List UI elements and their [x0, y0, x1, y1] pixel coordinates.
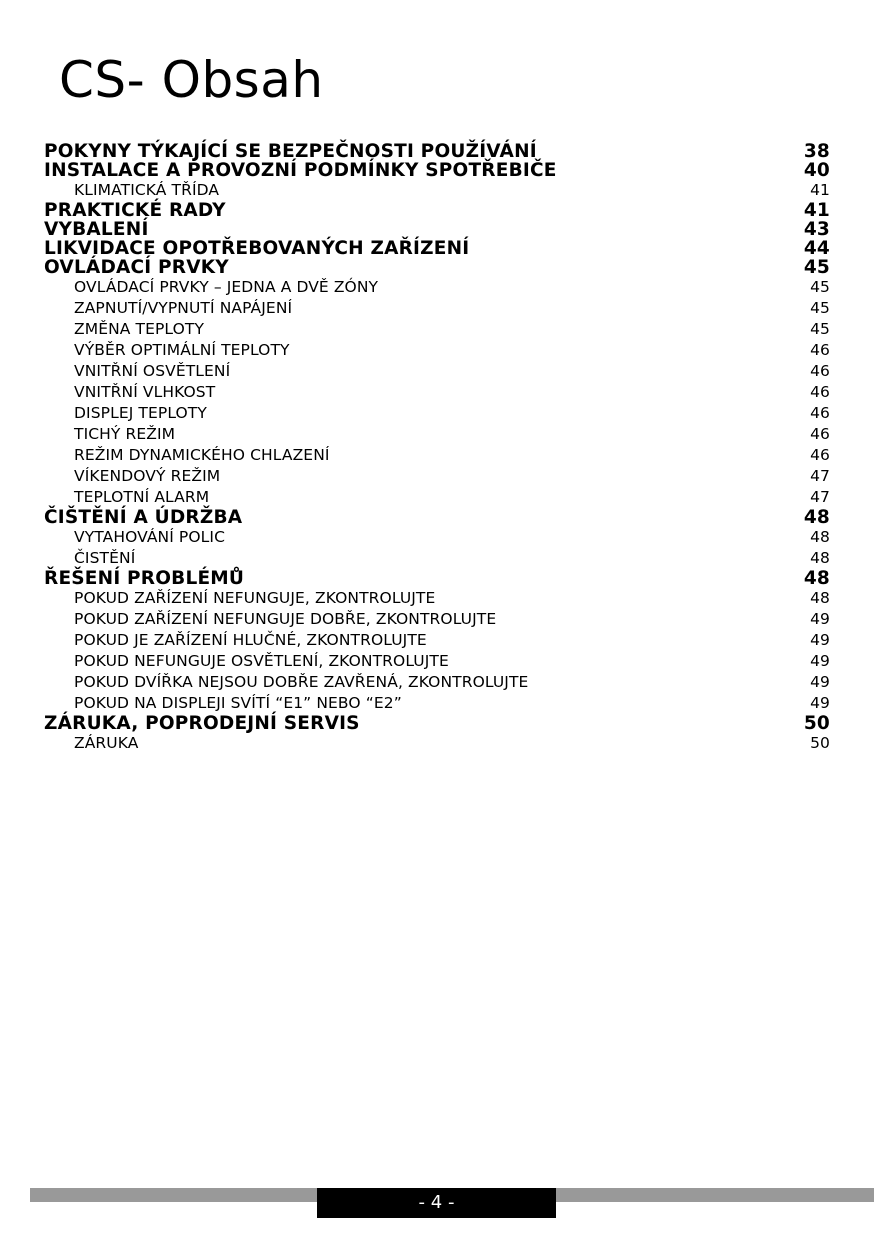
toc-subsection[interactable]	[44, 361, 830, 382]
toc-entry-label: LIKVIDACE OPOTŘEBOVANÝCH ZAŘÍZENÍ	[44, 238, 470, 259]
toc-entry-page: 46	[810, 425, 830, 443]
toc-entry-label: VNITŘNÍ OSVĚTLENÍ	[74, 362, 231, 380]
toc-entry-page: 49	[810, 631, 830, 649]
toc-entry-page: 47	[810, 488, 830, 506]
toc-subsection[interactable]	[44, 487, 830, 508]
toc-entry-label: REŽIM DYNAMICKÉHO CHLAZENÍ	[74, 446, 330, 464]
toc-subsection[interactable]	[44, 403, 830, 424]
toc-entry-page: 41	[803, 200, 830, 221]
toc-entry-page: 46	[810, 341, 830, 359]
toc-entry-page: 49	[810, 652, 830, 670]
toc-entry-label: POKYNY TÝKAJÍCÍ SE BEZPEČNOSTI POUŽÍVÁNÍ	[44, 141, 537, 162]
toc-entry-label: ZÁRUKA	[74, 734, 139, 752]
toc-subsection[interactable]	[44, 424, 830, 445]
toc-entry-page: 48	[810, 528, 830, 546]
toc-subsection[interactable]	[44, 609, 830, 630]
toc-entry-label: ZÁRUKA, POPRODEJNÍ SERVIS	[44, 713, 360, 734]
toc-entry-page: 38	[803, 141, 830, 162]
toc-subsection[interactable]	[44, 298, 830, 319]
toc-entry-label: VYTAHOVÁNÍ POLIC	[74, 528, 226, 546]
toc-subsection[interactable]	[44, 733, 830, 754]
toc-entry-page: 48	[810, 549, 830, 567]
toc-section[interactable]	[44, 569, 830, 588]
toc-entry-page: 43	[803, 219, 830, 240]
toc-entry-page: 46	[810, 362, 830, 380]
toc-entry-label: OVLÁDACÍ PRVKY – JEDNA A DVĚ ZÓNY	[74, 278, 379, 296]
toc-subsection[interactable]	[44, 672, 830, 693]
toc-entry-label: POKUD ZAŘÍZENÍ NEFUNGUJE, ZKONTROLUJTE	[74, 589, 436, 607]
toc-entry-page: 44	[803, 238, 830, 259]
toc-entry-label: TICHÝ REŽIM	[74, 425, 176, 443]
page-number: - 4 -	[317, 1188, 556, 1218]
toc-entry-page: 45	[810, 278, 830, 296]
toc-entry-label: POKUD DVÍŘKA NEJSOU DOBŘE ZAVŘENÁ, ZKONTROLUJTE	[74, 673, 529, 691]
toc-entry-label: PRAKTICKÉ RADY	[44, 200, 226, 221]
toc-section[interactable]	[44, 239, 830, 258]
toc-entry-label: ZAPNUTÍ/VYPNUTÍ NAPÁJENÍ	[74, 299, 293, 317]
toc-entry-page: 46	[810, 404, 830, 422]
toc-entry-page: 45	[810, 320, 830, 338]
toc-entry-page: 46	[810, 446, 830, 464]
toc-entry-label: POKUD JE ZAŘÍZENÍ HLUČNÉ, ZKONTROLUJTE	[74, 631, 427, 649]
toc-entry-page: 49	[810, 610, 830, 628]
toc-subsection[interactable]	[44, 180, 830, 201]
toc-entry-label: ŘEŠENÍ PROBLÉMŮ	[44, 568, 245, 589]
toc-subsection[interactable]	[44, 588, 830, 609]
toc-entry-page: 48	[803, 568, 830, 589]
toc-entry-page: 40	[803, 160, 830, 181]
toc-subsection[interactable]	[44, 693, 830, 714]
toc-entry-page: 50	[803, 713, 830, 734]
toc-section[interactable]	[44, 508, 830, 527]
toc-entry-page: 48	[803, 507, 830, 528]
toc-entry-label: OVLÁDACÍ PRVKY	[44, 257, 229, 278]
toc-entry-label: KLIMATICKÁ TŘÍDA	[74, 181, 220, 199]
toc-entry-page: 45	[803, 257, 830, 278]
toc-subsection[interactable]	[44, 527, 830, 548]
toc-entry-label: ZMĚNA TEPLOTY	[74, 320, 205, 338]
toc-subsection[interactable]	[44, 651, 830, 672]
toc-entry-label: POKUD NA DISPLEJI SVÍTÍ “E1” NEBO “E2”	[74, 694, 402, 712]
toc-entry-page: 49	[810, 673, 830, 691]
toc-entry-label: ČISTĚNÍ	[74, 549, 136, 567]
toc-subsection[interactable]	[44, 340, 830, 361]
toc-entry-page: 45	[810, 299, 830, 317]
toc-entry-label: DISPLEJ TEPLOTY	[74, 404, 207, 422]
toc-entry-page: 46	[810, 383, 830, 401]
toc-entry-page: 50	[810, 734, 830, 752]
toc-subsection[interactable]	[44, 445, 830, 466]
toc-subsection[interactable]	[44, 548, 830, 569]
toc-subsection[interactable]	[44, 630, 830, 651]
toc-entry-label: VÍKENDOVÝ REŽIM	[74, 467, 221, 485]
toc-entry-label: ČIŠTĚNÍ A ÚDRŽBA	[44, 507, 243, 528]
toc-section[interactable]	[44, 220, 830, 239]
toc-entry-label: VYBALENÍ	[44, 219, 149, 240]
toc-entry-label: TEPLOTNÍ ALARM	[74, 488, 210, 506]
toc-entry-label: POKUD ZAŘÍZENÍ NEFUNGUJE DOBŘE, ZKONTROLUJTE	[74, 610, 497, 628]
toc-section[interactable]	[44, 714, 830, 733]
toc-subsection[interactable]	[44, 319, 830, 340]
toc-entry-page: 41	[810, 181, 830, 199]
toc-entry-label: POKUD NEFUNGUJE OSVĚTLENÍ, ZKONTROLUJTE	[74, 652, 449, 670]
page-title: CS- Obsah	[59, 51, 324, 109]
toc-subsection[interactable]	[44, 466, 830, 487]
toc-section[interactable]	[44, 142, 830, 161]
toc-subsection[interactable]	[44, 277, 830, 298]
toc-subsection[interactable]	[44, 382, 830, 403]
toc-entry-label: INSTALACE A PROVOZNÍ PODMÍNKY SPOTŘEBIČE	[44, 160, 557, 181]
toc-section[interactable]	[44, 258, 830, 277]
toc-section[interactable]	[44, 201, 830, 220]
toc-section[interactable]	[44, 161, 830, 180]
toc-entry-page: 47	[810, 467, 830, 485]
toc-entry-label: VÝBĚR OPTIMÁLNÍ TEPLOTY	[74, 341, 290, 359]
table-of-contents	[44, 142, 830, 754]
toc-entry-page: 48	[810, 589, 830, 607]
toc-entry-label: VNITŘNÍ VLHKOST	[74, 383, 216, 401]
toc-entry-page: 49	[810, 694, 830, 712]
